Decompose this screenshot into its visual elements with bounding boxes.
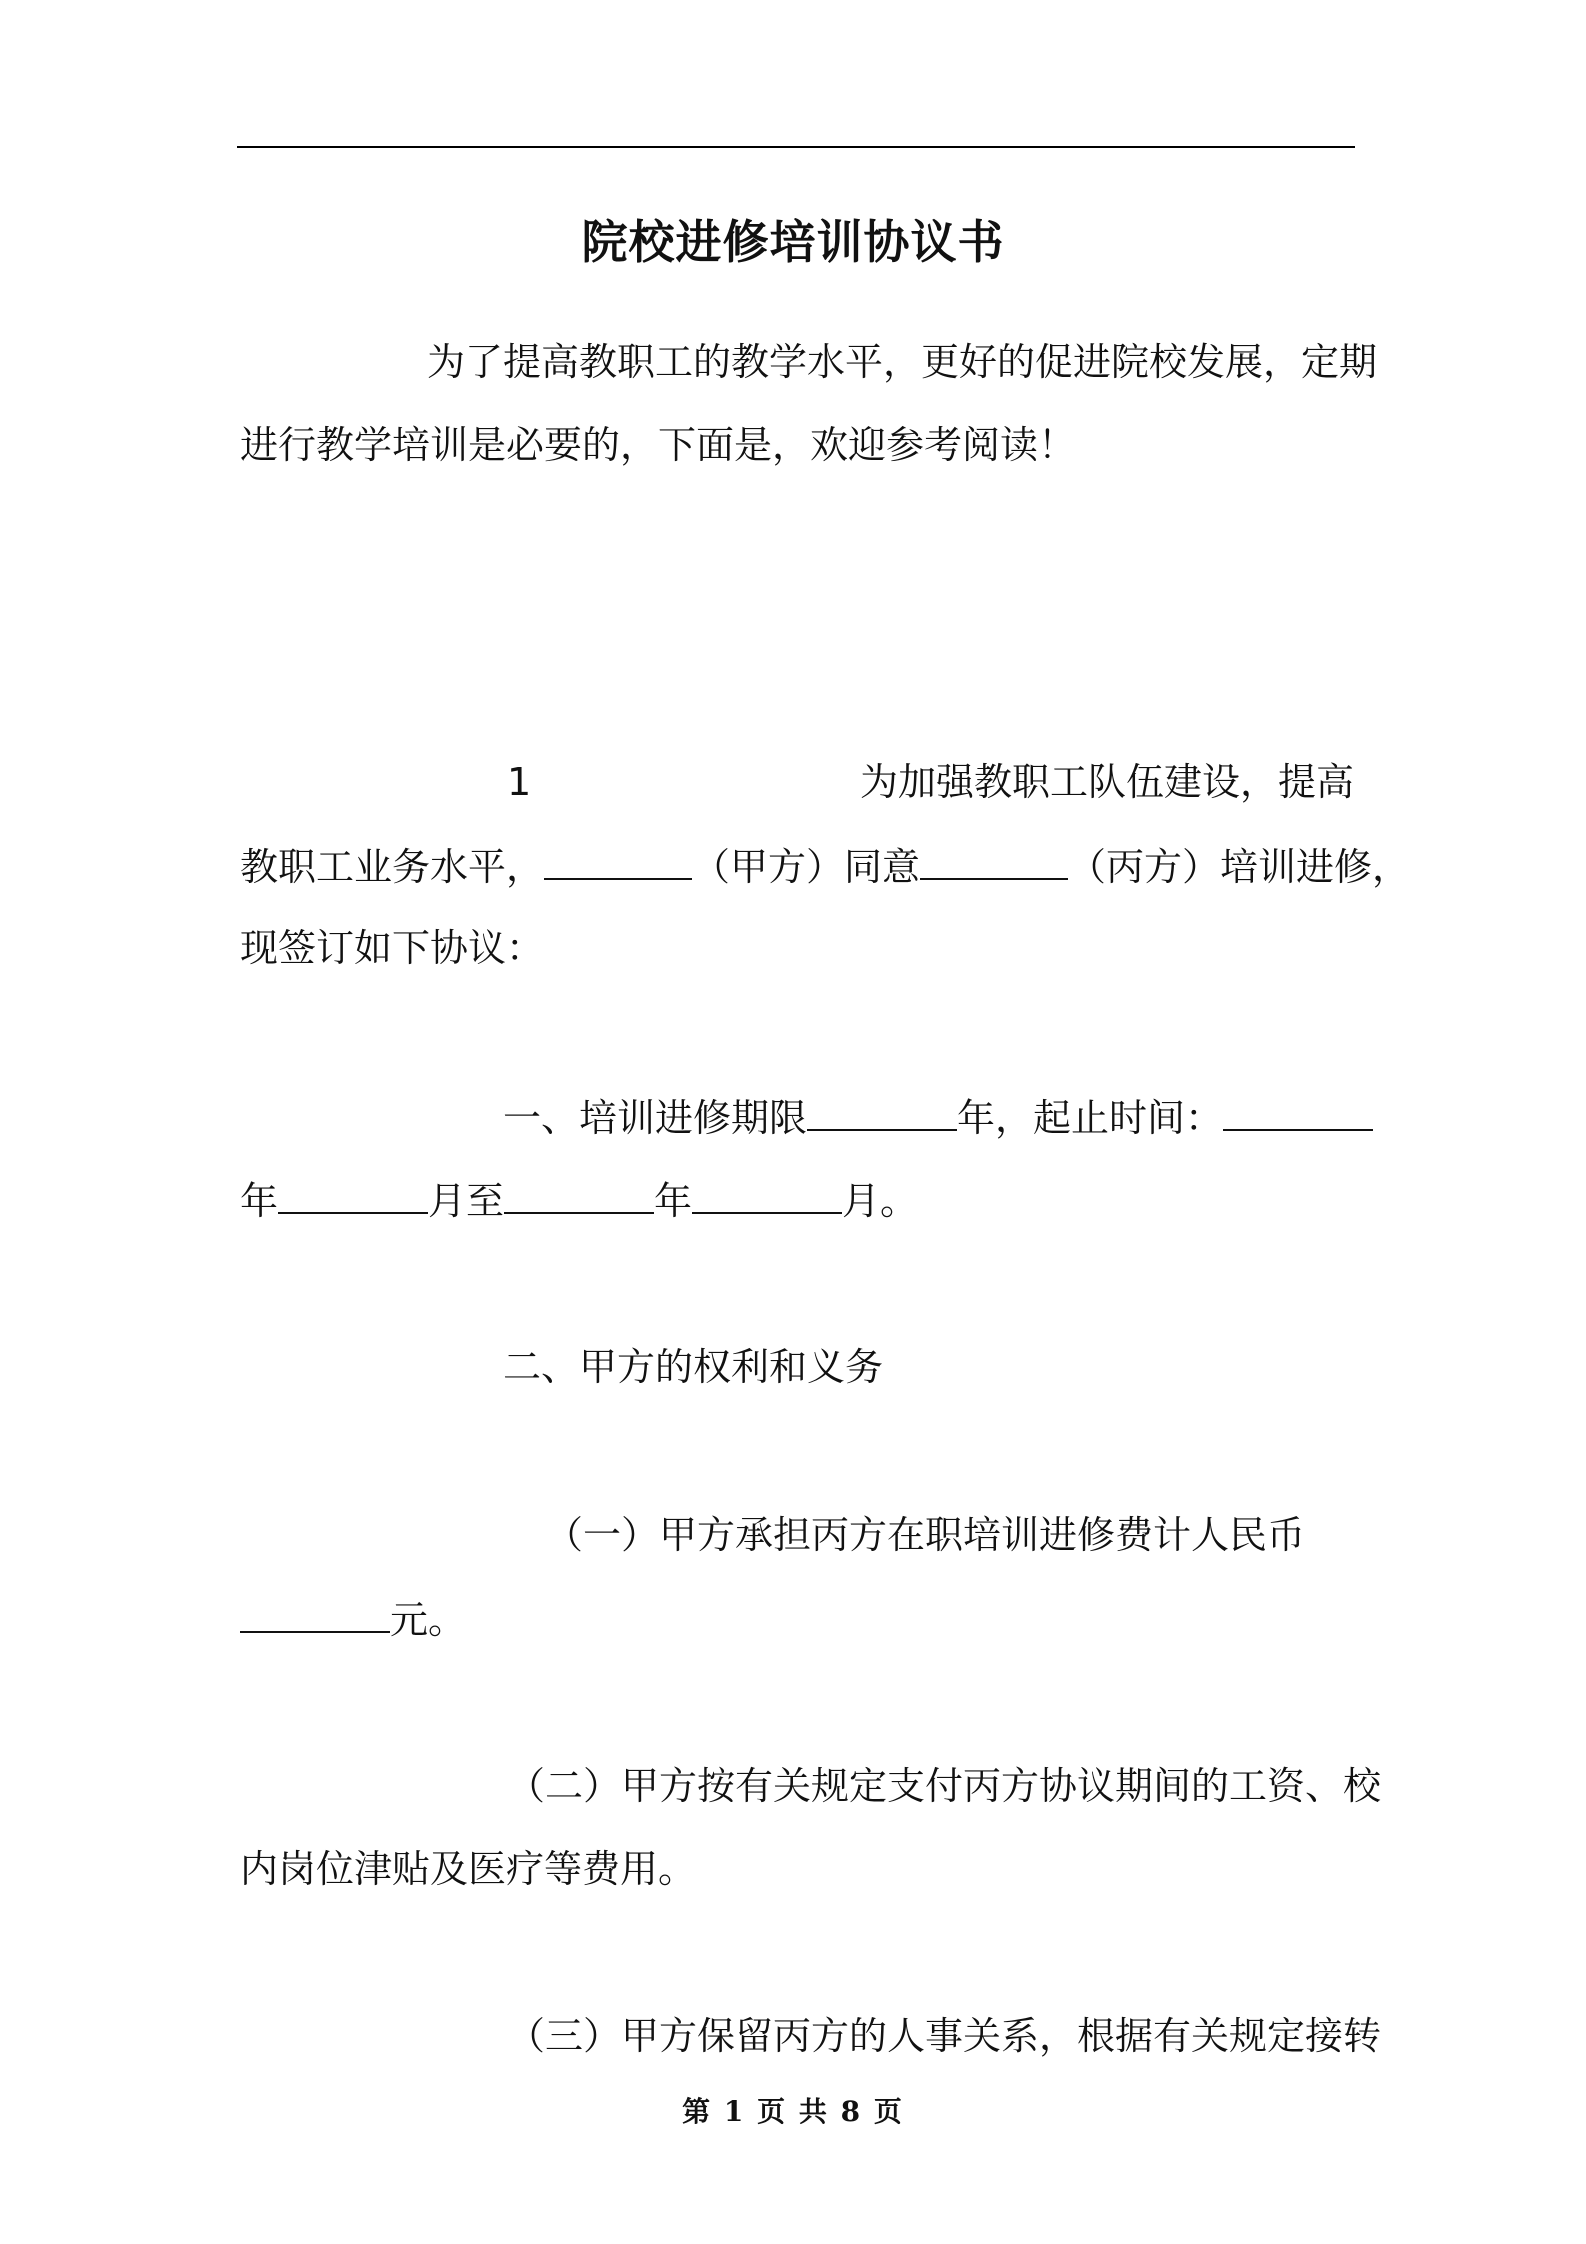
- clause-2-2-line-1: （二）甲方按有关规定支付丙方协议期间的工资、校: [507, 1764, 1382, 1808]
- preamble-line-1: 为加强教职工队伍建设，提高: [860, 760, 1355, 804]
- preamble-text-a: 教职工业务水平，: [240, 845, 545, 889]
- clause-2-heading: 二、甲方的权利和义务: [503, 1345, 884, 1389]
- clause-1-text-e: 年: [654, 1179, 693, 1223]
- fee-amount-blank[interactable]: [240, 1593, 390, 1633]
- party-a-blank[interactable]: [544, 840, 692, 880]
- start-year-blank[interactable]: [1223, 1091, 1373, 1131]
- end-month-blank[interactable]: [692, 1174, 842, 1214]
- end-year-blank[interactable]: [504, 1174, 654, 1214]
- start-month-blank[interactable]: [278, 1174, 428, 1214]
- clause-2-1-line-2: [240, 1593, 466, 1645]
- party-c-blank[interactable]: [920, 840, 1068, 880]
- clause-1-text-c: 年: [240, 1179, 279, 1223]
- clause-2-1-text-tail: 元。: [390, 1598, 467, 1642]
- document-title: 院校进修培训协议书: [581, 215, 1005, 269]
- section-number: 1: [507, 760, 532, 804]
- preamble-line-3: 现签订如下协议：: [240, 926, 545, 970]
- clause-1-text-d: 月至: [428, 1179, 505, 1223]
- clause-1-line-2: [240, 1174, 918, 1226]
- preamble-text-b: （甲方）同意: [692, 845, 921, 889]
- period-years-blank[interactable]: [807, 1091, 957, 1131]
- preamble-line-2: [240, 840, 1410, 892]
- intro-line-1: 为了提高教职工的教学水平，更好的促进院校发展，定期: [427, 340, 1378, 384]
- clause-2-3-line-1: （三）甲方保留丙方的人事关系，根据有关规定接转: [507, 2014, 1382, 2058]
- clause-1-text-b: 年，起止时间：: [957, 1096, 1224, 1140]
- preamble-text-c: （丙方）培训进修，: [1068, 845, 1411, 889]
- intro-line-2: 进行教学培训是必要的，下面是，欢迎参考阅读！: [240, 423, 1077, 467]
- clause-2-1-line-1: （一）甲方承担丙方在职培训进修费计人民币: [545, 1513, 1306, 1557]
- clause-2-2-line-2: 内岗位津贴及医疗等费用。: [240, 1847, 697, 1891]
- header-rule: [237, 146, 1355, 148]
- clause-1-line-1: [503, 1091, 1373, 1143]
- page-footer: 第 1 页 共 8 页: [682, 2095, 904, 2128]
- clause-1-text-a: 一、培训进修期限: [503, 1096, 808, 1140]
- clause-1-text-f: 月。: [842, 1179, 919, 1223]
